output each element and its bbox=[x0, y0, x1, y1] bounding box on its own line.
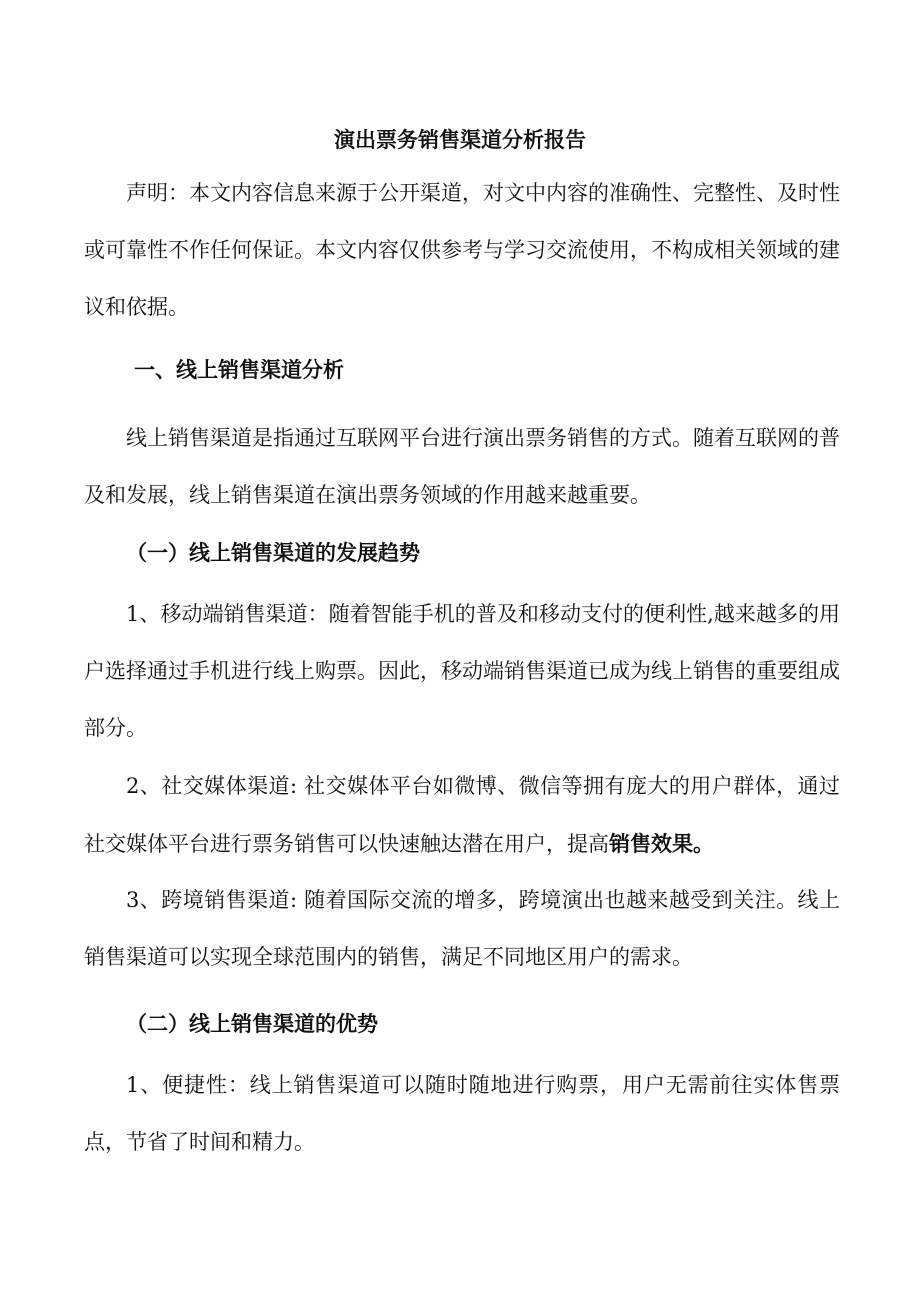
trend-item-social-media-text: 2、社交媒体渠道: 社交媒体平台如微博、微信等拥有庞大的用户群体，通过社交媒体平台进行票务销售可以快速触达潜在用户，提高 bbox=[84, 774, 840, 856]
trend-item-social-media-bold-tail: 销售效果。 bbox=[609, 831, 714, 856]
subsection-heading-trends: （一）线上销售渠道的发展趋势 bbox=[126, 540, 420, 565]
advantage-item-convenience: 1、便捷性：线上销售渠道可以随时随地进行购票，用户无需前往实体售票点，节省了时间和精力。 bbox=[84, 1073, 840, 1154]
trend-item-mobile: 1、移动端销售渠道：随着智能手机的普及和移动支付的便利性,越来越多的用户选择通过手机进行线上购票。因此，移动端销售渠道已成为线上销售的重要组成部分。 bbox=[84, 602, 840, 740]
section-heading-online-channels: 一、线上销售渠道分析 bbox=[134, 357, 344, 382]
trend-item-cross-border: 3、跨境销售渠道: 随着国际交流的增多，跨境演出也越来越受到关注。线上销售渠道可以实现全球范围内的销售，满足不同地区用户的需求。 bbox=[84, 888, 840, 969]
section-intro-paragraph: 线上销售渠道是指通过互联网平台进行演出票务销售的方式。随着互联网的普及和发展，线上销售渠道在演出票务领域的作用越来越重要。 bbox=[84, 426, 840, 507]
subsection-heading-advantages: （二）线上销售渠道的优势 bbox=[126, 1011, 378, 1036]
disclaimer-paragraph: 声明：本文内容信息来源于公开渠道，对文中内容的准确性、完整性、及时性或可靠性不作任何保证。本文内容仅供参考与学习交流使用，不构成相关领域的建议和依据。 bbox=[84, 181, 840, 319]
trend-item-social-media bbox=[84, 758, 840, 873]
document-title: 演出票务销售渠道分析报告 bbox=[334, 127, 586, 152]
